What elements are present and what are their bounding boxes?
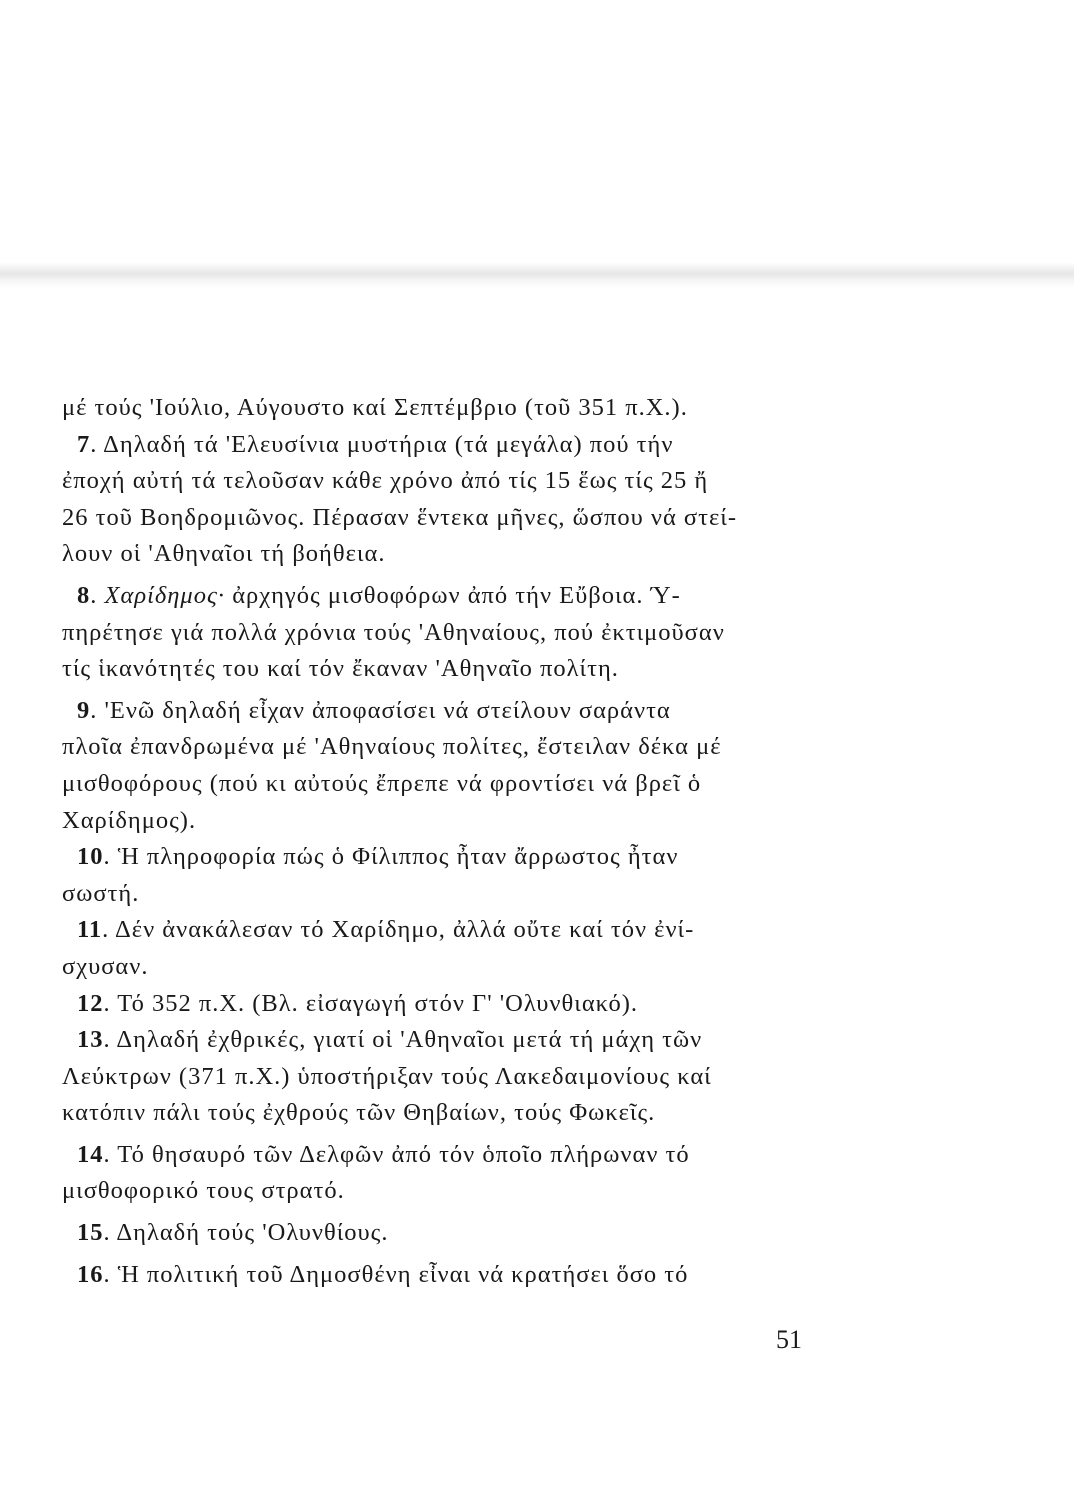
- note-line: σωστή.: [62, 879, 140, 907]
- note-line: τίς ἱκανότητές του καί τόν ἔκαναν 'Αθηναῖο πολίτη.: [62, 655, 619, 683]
- note-number: 7: [77, 430, 91, 458]
- note-text: . Δηλαδή τά 'Ελευσίνια μυστήρια (τά μεγάλα) πού τήν: [90, 430, 674, 458]
- note-11: [62, 912, 802, 949]
- note-text: . Ἡ πληροφορία πώς ὁ Φίλιππος ἦταν ἄρρωστος ἦταν: [103, 843, 679, 871]
- page-number: 51: [776, 1325, 802, 1354]
- note-text: . 'Ενῶ δηλαδή εἶχαν ἀποφασίσει νά στείλουν σαράντα: [90, 696, 671, 724]
- note-number: 13: [77, 1026, 104, 1054]
- note-number: 8: [77, 581, 91, 609]
- note-line: λουν οἱ 'Αθηναῖοι τή βοήθεια.: [62, 540, 386, 568]
- note-line: ἐποχή αὐτή τά τελοῦσαν κάθε χρόνο ἀπό τίς 15 ἕως τίς 25 ἤ: [62, 467, 709, 495]
- note-line: πηρέτησε γιά πολλά χρόνια τούς 'Αθηναίους, πού ἐκτιμοῦσαν: [62, 618, 725, 646]
- scan-artifact-band: [0, 262, 1074, 288]
- note-term: Χαρίδημος·: [104, 581, 226, 609]
- note-line: Λεύκτρων (371 π.Χ.) ὑποστήριξαν τούς Λακεδαιμονίους καί: [62, 1062, 712, 1090]
- note-line: 26 τοῦ Βοηδρομιῶνος. Πέρασαν ἕντεκα μῆνες, ὥσπου νά στεί-: [62, 503, 738, 531]
- note-8: [62, 578, 802, 615]
- note-7: [62, 427, 802, 464]
- note-line: σχυσαν.: [62, 952, 149, 980]
- note-text: . Τό 352 π.Χ. (Βλ. εἰσαγωγή στόν Γ' 'Ολυνθιακό).: [103, 989, 639, 1017]
- note-9: [62, 693, 802, 730]
- note-text: . Δέν ἀνακάλεσαν τό Χαρίδημο, ἀλλά οὔτε καί τόν ἐνί-: [102, 916, 695, 944]
- note-number: 15: [77, 1219, 104, 1247]
- note-number: 10: [77, 843, 104, 871]
- note-15: [62, 1215, 802, 1252]
- note-line: πλοῖα ἐπανδρωμένα μέ 'Αθηναίους πολίτες, ἔστειλαν δέκα μέ: [62, 733, 722, 761]
- note-line: κατόπιν πάλι τούς ἐχθρούς τῶν Θηβαίων, τούς Φωκεῖς.: [62, 1099, 656, 1127]
- note-12: [62, 986, 802, 1023]
- note-number: 16: [77, 1260, 104, 1288]
- note-14: [62, 1137, 802, 1174]
- note-text: . Δηλαδή τούς 'Ολυνθίους.: [103, 1219, 389, 1247]
- note-line: μισθοφορικό τους στρατό.: [62, 1177, 345, 1205]
- note-text: ἀρχηγός μισθοφόρων ἀπό τήν Εὔβοια. Ύ-: [225, 581, 681, 609]
- notes-text: [62, 390, 802, 1293]
- note-line: Χαρίδημος).: [62, 806, 197, 834]
- note-number: 11: [77, 916, 103, 944]
- note-number: 9: [77, 696, 91, 724]
- note-dot: .: [90, 581, 105, 609]
- note-10: [62, 839, 802, 876]
- note-number: 14: [77, 1140, 104, 1168]
- note-16: [62, 1257, 802, 1294]
- note-text: . Τό θησαυρό τῶν Δελφῶν ἀπό τόν ὁποῖο πλήρωναν τό: [103, 1140, 690, 1168]
- note-text: . Δηλαδή ἐχθρικές, γιατί οἱ 'Αθηναῖοι μετά τή μάχη τῶν: [103, 1026, 703, 1054]
- note-line: μέ τούς 'Ιούλιο, Αύγουστο καί Σεπτέμβριο (τοῦ 351 π.Χ.).: [62, 394, 688, 421]
- note-line: μισθοφόρους (πού κι αὐτούς ἔπρεπε νά φροντίσει νά βρεῖ ὁ: [62, 769, 702, 797]
- note-13: [62, 1022, 802, 1059]
- note-number: 12: [77, 989, 104, 1017]
- note-text: . Ἡ πολιτική τοῦ Δημοσθένη εἶναι νά κρατήσει ὅσο τό: [103, 1260, 689, 1288]
